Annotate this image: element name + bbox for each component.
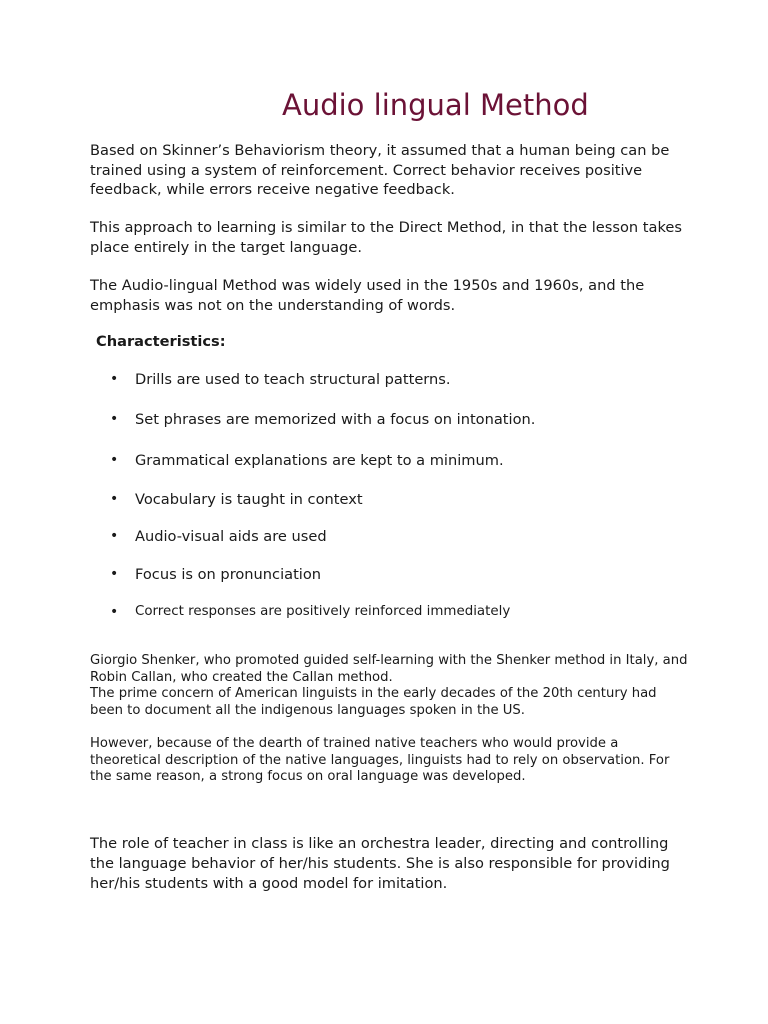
list-item-text: Audio-visual aids are used [135,528,327,545]
characteristics-heading: Characteristics: [96,333,226,350]
note-paragraph-1: Giorgio Shenker, who promoted guided self-learning with the Shenker method in Italy, and Robin Callan, who created the Callan method. [90,653,688,685]
list-item-text: Grammatical explanations are kept to a minimum. [135,452,504,469]
list-item-text: Set phrases are memorized with a focus on intonation. [135,411,536,428]
intro-paragraph-3: The Audio-lingual Method was widely used in the 1950s and 1960s, and the emphasis was not on the understanding of words. [90,277,645,314]
document-title: Audio lingual Method [282,88,589,122]
note-paragraph-2: The prime concern of American linguists in the early decades of the 20th century had been to document all the indigenous languages spoken in the US. [90,686,657,718]
note-paragraph-3: However, because of the dearth of trained native teachers who would provide a theoretical description of the native languages, linguists had to rely on observation. For the same reason, a strong focus on oral language was developed. [90,736,670,784]
bullet-icon: • [110,528,119,544]
intro-paragraph-1: Based on Skinner’s Behaviorism theory, it assumed that a human being can be trained using a system of reinforcement. Correct behavior receives positive feedback, while errors receive negative feedback. [90,142,670,198]
closing-paragraph: The role of teacher in class is like an orchestra leader, directing and controlling the language behavior of her/his students. She is also responsible for providing her/his students with a good model for imitation. [90,835,670,892]
bullet-icon: • [110,604,119,620]
bullet-icon: • [110,411,119,427]
bullet-icon: • [110,452,119,468]
bullet-icon: • [110,491,119,507]
bullet-icon: • [110,371,119,387]
list-item-text: Focus is on pronunciation [135,566,322,583]
list-item-text: Correct responses are positively reinforced immediately [135,604,511,619]
intro-paragraph-2: This approach to learning is similar to the Direct Method, in that the lesson takes place entirely in the target language. [90,219,682,256]
list-item-text: Drills are used to teach structural patterns. [135,371,451,388]
list-item-text: Vocabulary is taught in context [135,491,363,508]
bullet-icon: • [110,566,119,582]
